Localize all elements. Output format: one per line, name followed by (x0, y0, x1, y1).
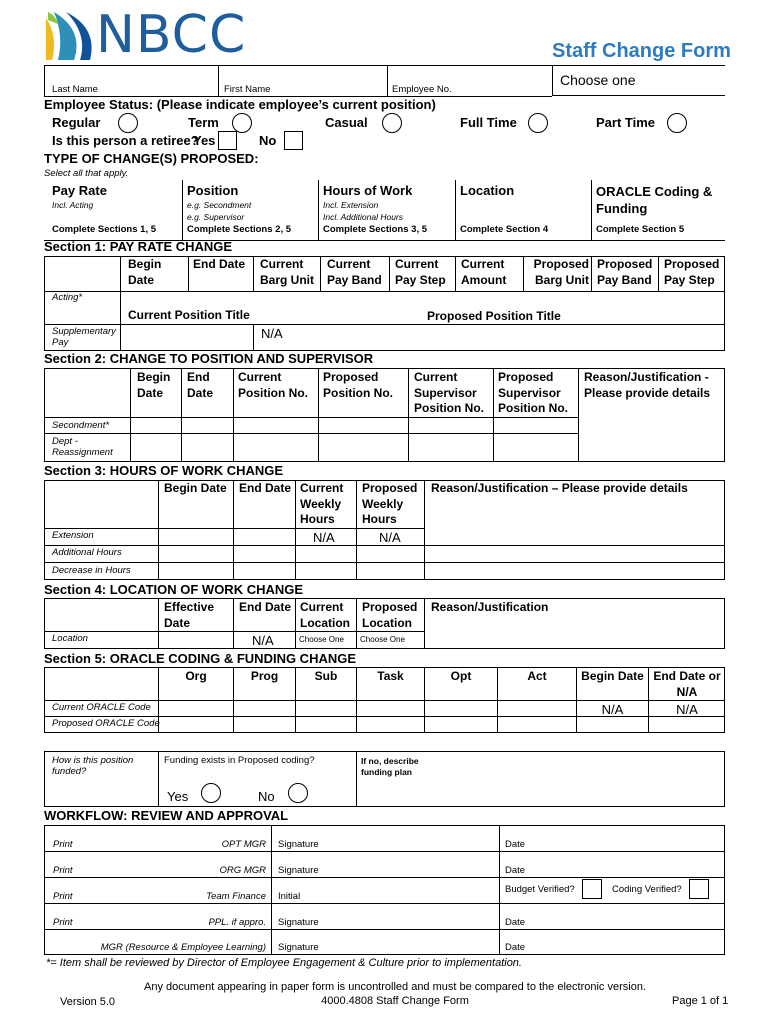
s4-end-date-na: N/A (252, 633, 274, 648)
wf-date-label-1: Date (505, 839, 526, 850)
s3-reason-field[interactable] (426, 498, 723, 543)
s4-cur-loc-value: Choose One (299, 635, 344, 644)
review-note: *= Item shall be reviewed by Director of Employee Engagement & Culture prior to implementation. (46, 957, 522, 969)
s4-cur-loc-dropdown[interactable] (297, 633, 355, 647)
wf-signature-field-4[interactable] (273, 905, 497, 927)
doc-number: 4000.4808 Staff Change Form (321, 995, 469, 1007)
supplementary-pay-label: Supplementary Pay (52, 326, 116, 348)
wf-print-field-2[interactable] (46, 853, 269, 875)
secondment-row-fields[interactable] (132, 419, 576, 432)
term-label: Term (188, 115, 219, 130)
current-oracle-label: Current ORACLE Code (52, 702, 151, 713)
prop-position-title-label: Proposed Position Title (427, 309, 561, 323)
wf-signature-field-2[interactable] (273, 853, 497, 875)
s2-begin-date-header: Begin Date (137, 370, 171, 400)
position-note-2: e.g. Supervisor (187, 212, 245, 222)
s3-end-date-header: End Date (239, 481, 292, 495)
proposed-oracle-fields[interactable] (160, 718, 723, 731)
employee-no-field[interactable] (389, 68, 549, 82)
wf-print-field-1[interactable] (46, 827, 269, 849)
funding-yes-label: Yes (167, 789, 189, 804)
funding-no-radio[interactable] (288, 783, 308, 803)
s2-reason-header: Reason/Justification - Please provide details (584, 370, 711, 400)
s2-prop-pos-header: Proposed Position No. (323, 370, 393, 400)
s4-reason-field[interactable] (426, 616, 723, 647)
funding-plan-field[interactable] (430, 753, 723, 805)
s2-reason-field[interactable] (580, 405, 723, 460)
change-hours-option[interactable] (319, 180, 454, 238)
wf-initial-field[interactable] (273, 879, 497, 901)
location-sections: Complete Section 4 (460, 224, 549, 235)
proposed-oracle-label: Proposed ORACLE Code (52, 718, 160, 729)
nbcc-logo-icon (44, 10, 98, 62)
s5-cur-begin-na: N/A (601, 702, 624, 717)
wf-print-label-2: Print (53, 865, 73, 876)
first-name-field[interactable] (220, 68, 385, 82)
dept-reassignment-row-fields[interactable] (132, 435, 576, 460)
change-type-heading: TYPE OF CHANGE(S) PROPOSED: (44, 151, 259, 166)
extension-label: Extension (52, 530, 94, 541)
s4-reason-header: Reason/Justification (431, 600, 549, 614)
s4-prop-loc-dropdown[interactable] (358, 633, 422, 647)
s3-cur-hours-header: Current Weekly Hours (300, 481, 344, 526)
extension-row-fields[interactable] (160, 530, 293, 544)
budget-verified-checkbox[interactable] (582, 879, 602, 899)
s3-reason-header: Reason/Justification – Please provide details (431, 481, 688, 495)
position-note-1: e.g. Secondment (187, 200, 252, 210)
page-number: Page 1 of 1 (672, 995, 729, 1007)
coding-verified-label: Coding Verified? (612, 884, 682, 895)
employee-status-heading: Employee Status: (Please indicate employee’s current position) (44, 97, 436, 112)
change-oracle-option[interactable] (592, 180, 725, 238)
wf-role-team-finance: Team Finance (206, 891, 266, 902)
part-time-radio[interactable] (667, 113, 687, 133)
workflow-heading: WORKFLOW: REVIEW AND APPROVAL (44, 808, 289, 823)
hours-sections: Complete Sections 3, 5 (323, 224, 428, 235)
term-radio[interactable] (232, 113, 252, 133)
s5-begin-date-header: Begin Date (581, 669, 644, 683)
s4-end-date-header: End Date (239, 600, 292, 614)
wf-date-field-4[interactable] (501, 905, 723, 927)
regular-radio[interactable] (118, 113, 138, 133)
regular-label: Regular (52, 115, 101, 130)
wf-date-field-2[interactable] (501, 853, 723, 875)
hours-title: Hours of Work (323, 183, 413, 198)
wf-signature-label-1: Signature (278, 839, 319, 850)
wf-role-mgr-resource: MGR (Resource & Employee Learning) (100, 942, 266, 953)
position-title: Position (187, 183, 239, 198)
brand-name: NBCC (96, 5, 247, 65)
acting-label: Acting* (52, 292, 83, 303)
wf-signature-label-5: Signature (278, 942, 319, 953)
funded-question: How is this position funded? (52, 755, 134, 777)
supplementary-pay-field[interactable] (122, 326, 251, 349)
wf-print-label-1: Print (53, 839, 73, 850)
additional-hours-label: Additional Hours (52, 547, 122, 558)
casual-radio[interactable] (382, 113, 402, 133)
current-oracle-fields[interactable] (160, 702, 574, 715)
wf-signature-field-1[interactable] (273, 827, 497, 849)
wf-role-opt-mgr: OPT MGR (221, 839, 266, 850)
hours-note-2: Incl. Additional Hours (323, 212, 404, 222)
pay-rate-note: Incl. Acting (52, 200, 94, 210)
decrease-hours-label: Decrease in Hours (52, 565, 131, 576)
wf-print-field-5[interactable] (46, 931, 269, 953)
section3-heading: Section 3: HOURS OF WORK CHANGE (44, 463, 284, 478)
first-name-label: First Name (224, 84, 271, 95)
form-title: Staff Change Form (552, 40, 731, 62)
pay-rate-title: Pay Rate (52, 183, 107, 198)
wf-initial-label: Initial (278, 891, 301, 902)
wf-print-field-4[interactable] (46, 905, 269, 927)
s5-end-date-header: End Date or N/A (653, 669, 721, 699)
s5-cur-end-na: N/A (676, 702, 698, 717)
section2-heading: Section 2: CHANGE TO POSITION AND SUPERVISOR (44, 351, 374, 366)
wf-print-label-3: Print (53, 891, 73, 902)
s3-prop-hours-header: Proposed Weekly Hours (362, 481, 418, 526)
s1-cur-band-header: Current Pay Band (327, 257, 382, 287)
s5-sub-header: Sub (314, 669, 338, 683)
funding-no-label: No (258, 789, 275, 804)
retiree-yes-label: Yes (193, 133, 216, 148)
select-all-note: Select all that apply. (44, 168, 129, 179)
s4-eff-date-header: Effective Date (164, 600, 215, 630)
wf-role-org-mgr: ORG MGR (219, 865, 266, 876)
s4-eff-date-field[interactable] (160, 633, 231, 647)
location-row-label: Location (52, 633, 88, 644)
retiree-no-checkbox[interactable] (284, 131, 303, 150)
budget-verified-label: Budget Verified? (505, 884, 575, 895)
s5-act-header: Act (527, 669, 547, 683)
wf-signature-label-4: Signature (278, 917, 319, 928)
s5-prog-header: Prog (250, 669, 279, 683)
last-name-label: Last Name (52, 84, 98, 95)
s1-cur-step-header: Current Pay Step (395, 257, 446, 287)
change-position-option[interactable] (183, 180, 317, 238)
wf-date-field-5[interactable] (501, 931, 723, 953)
dropdown-value: Choose one (560, 72, 636, 88)
s5-org-header: Org (185, 669, 207, 683)
oracle-title: ORACLE Coding & Funding (596, 184, 713, 216)
uncontrolled-note: Any document appearing in paper form is uncontrolled and must be compared to the electronic version. (143, 981, 646, 993)
additional-hours-row-fields[interactable] (160, 547, 723, 561)
s4-prop-loc-header: Proposed Location (362, 600, 418, 630)
s1-cur-amount-header: Current Amount (461, 257, 507, 287)
employee-status-dropdown[interactable] (552, 66, 725, 96)
secondment-label: Secondment* (52, 420, 110, 431)
s1-end-date-header: End Date (193, 257, 246, 271)
change-pay-rate-option[interactable] (44, 180, 180, 238)
wf-date-label-2: Date (505, 865, 526, 876)
s2-prop-sup-header: Proposed Supervisor Position No. (498, 370, 568, 415)
wf-date-label-4: Date (505, 917, 526, 928)
pay-rate-sections: Complete Sections 1, 5 (52, 224, 157, 235)
location-title: Location (460, 183, 515, 198)
supplementary-na: N/A (261, 326, 283, 341)
wf-signature-field-5[interactable] (273, 931, 497, 953)
s5-task-header: Task (377, 669, 404, 683)
version-label: Version 5.0 (60, 996, 116, 1008)
section4-heading: Section 4: LOCATION OF WORK CHANGE (44, 582, 304, 597)
employee-no-label: Employee No. (392, 84, 452, 95)
wf-print-label-4: Print (53, 917, 73, 928)
wf-print-field-3[interactable] (46, 879, 269, 901)
funding-yes-radio[interactable] (201, 783, 221, 803)
section5-heading: Section 5: ORACLE CODING & FUNDING CHANGE (44, 651, 357, 666)
s1-begin-date-header: Begin Date (128, 257, 162, 287)
s5-opt-header: Opt (450, 669, 472, 683)
wf-signature-label-2: Signature (278, 865, 319, 876)
dept-reassignment-label: Dept - Reassignment (52, 436, 113, 458)
position-sections: Complete Sections 2, 5 (187, 224, 292, 235)
casual-label: Casual (325, 115, 368, 130)
s1-prop-barg-header: Proposed Barg Unit (533, 257, 589, 287)
s2-cur-sup-header: Current Supervisor Position No. (414, 370, 484, 415)
s3-prop-hours-na: N/A (379, 530, 401, 545)
s3-begin-date-header: Begin Date (164, 481, 227, 495)
retiree-question: Is this person a retiree? (52, 133, 199, 148)
s2-cur-pos-header: Current Position No. (238, 370, 308, 400)
decrease-hours-row-fields[interactable] (160, 564, 723, 578)
s3-cur-hours-na: N/A (313, 530, 335, 545)
wf-date-label-5: Date (505, 942, 526, 953)
s4-prop-loc-value: Choose One (360, 635, 405, 644)
full-time-label: Full Time (460, 115, 517, 130)
s1-prop-band-header: Proposed Pay Band (597, 257, 653, 287)
section1-heading: Section 1: PAY RATE CHANGE (44, 239, 233, 254)
change-location-option[interactable] (456, 180, 590, 238)
hours-note-1: Incl. Extension (323, 200, 379, 210)
oracle-sections: Complete Section 5 (596, 224, 685, 235)
s2-end-date-header: End Date (187, 370, 214, 400)
if-no-label: If no, describe funding plan (361, 756, 419, 777)
acting-row-fields[interactable] (122, 293, 722, 305)
s1-cur-barg-header: Current Barg Unit (260, 257, 314, 287)
wf-date-field-1[interactable] (501, 827, 723, 849)
s1-prop-step-header: Proposed Pay Step (664, 257, 720, 287)
s4-cur-loc-header: Current Location (300, 600, 350, 630)
retiree-yes-checkbox[interactable] (218, 131, 237, 150)
wf-role-ppl: PPL. if appro. (208, 917, 266, 928)
cur-position-title-label: Current Position Title (128, 308, 250, 322)
part-time-label: Part Time (596, 115, 656, 130)
funding-exists-question: Funding exists in Proposed coding? (164, 755, 315, 766)
last-name-field[interactable] (46, 68, 216, 82)
full-time-radio[interactable] (528, 113, 548, 133)
coding-verified-checkbox[interactable] (689, 879, 709, 899)
retiree-no-label: No (259, 133, 277, 148)
